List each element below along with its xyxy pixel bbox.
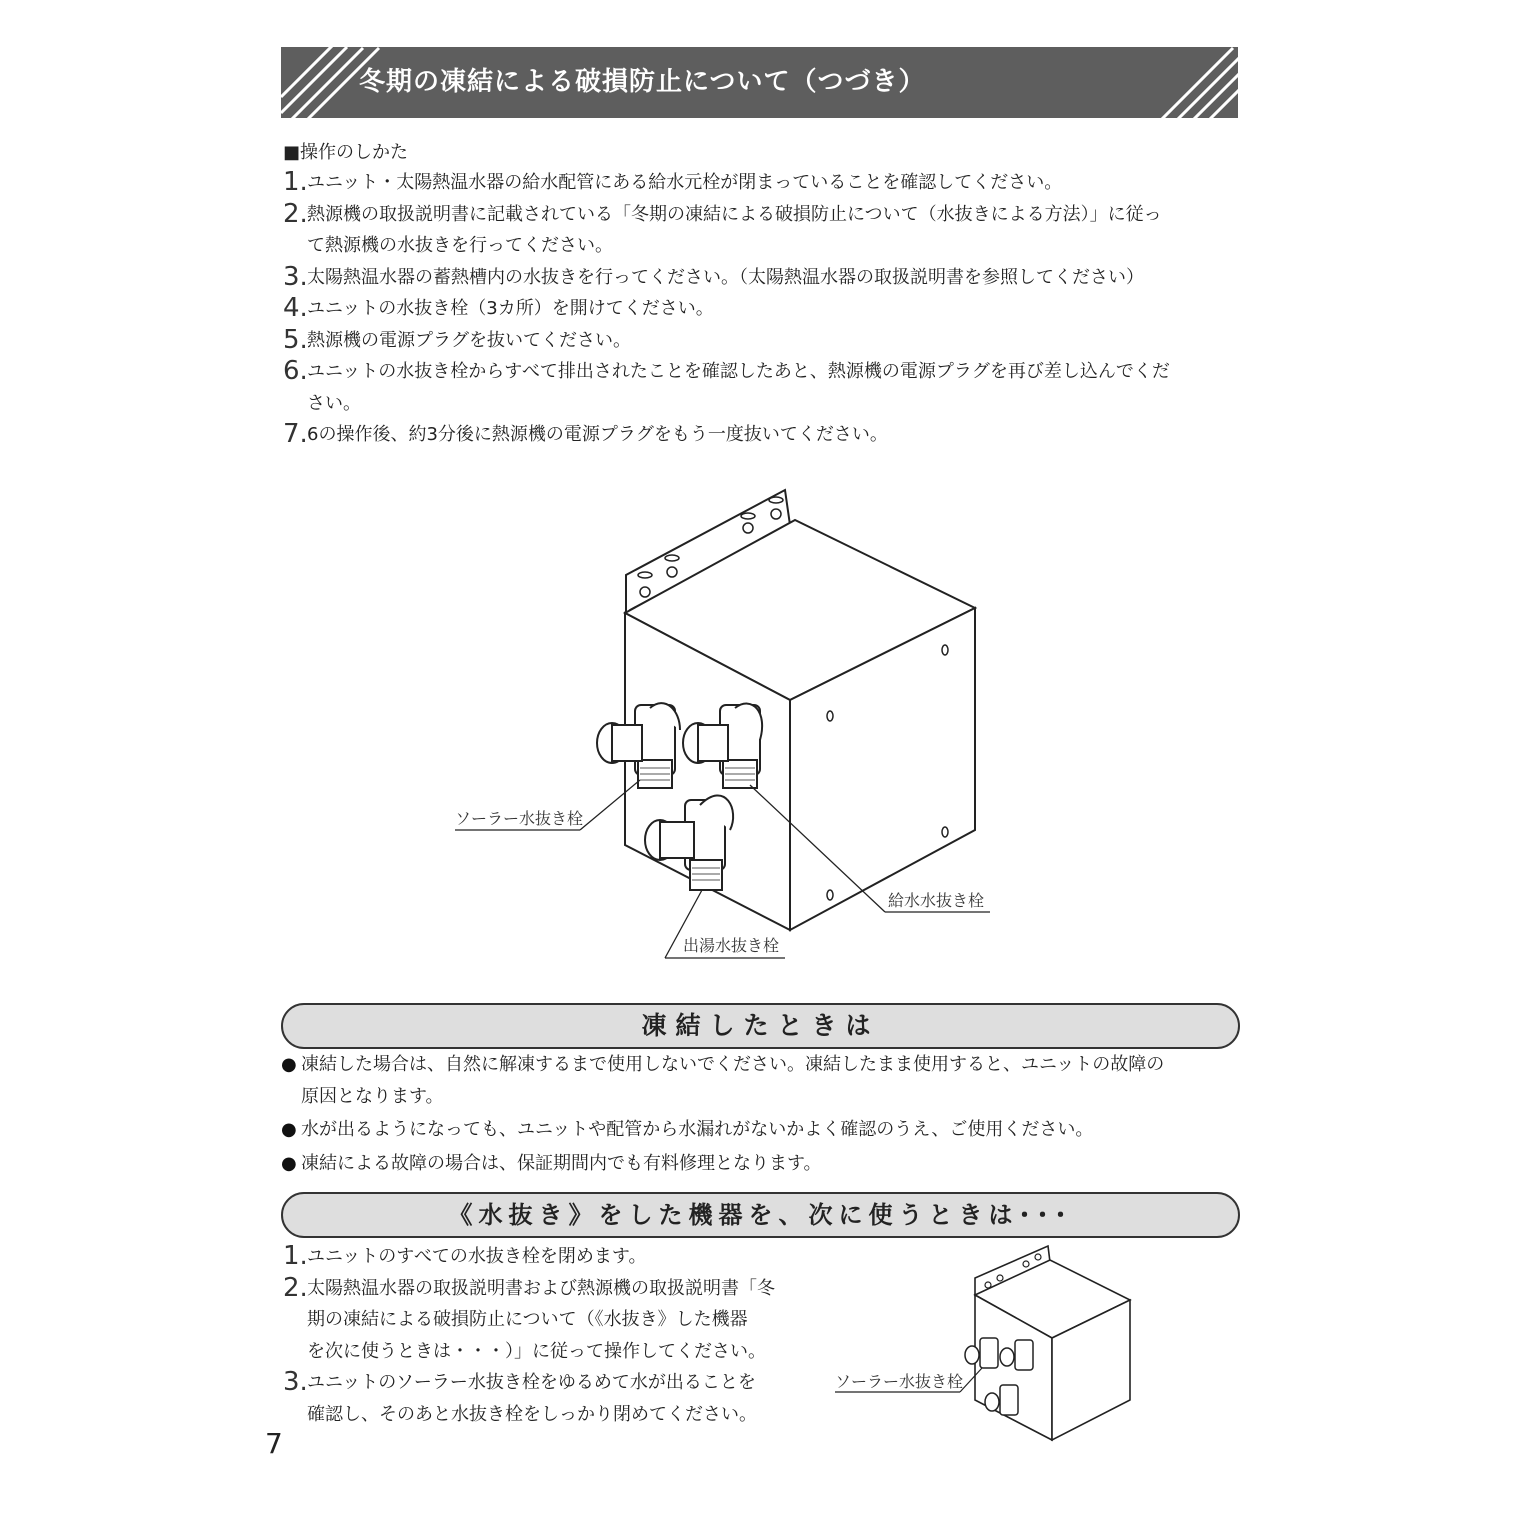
frozen-heading: 凍結したときは [281, 1003, 1240, 1049]
step-2: 2. 熱源機の取扱説明書に記載されている「冬期の凍結による破損防止について（水抜きによる方法）」に従っ [283, 198, 1162, 229]
frozen-bullet-2: ● 水が出るようになっても、ユニットや配管から水漏れがないかよく確認のうえ、ご使用ください。 [281, 1119, 1094, 1140]
page-title: 冬期の凍結による破損防止について（つづき） [359, 67, 926, 97]
step-2-cont: て熱源機の水抜きを行ってください。 [307, 235, 613, 256]
step-6: 6. ユニットの水抜き栓からすべて排出されたことを確認したあと、熱源機の電源プラグを再び差し込んでくだ [283, 356, 1170, 386]
step-3: 3. 太陽熱温水器の蓄熱槽内の水抜きを行ってください。（太陽熱温水器の取扱説明書を参照してください） [283, 261, 1144, 292]
reuse-step-3-cont: 確認し、そのあと水抜き栓をしっかり閉めてください。 [307, 1403, 757, 1425]
reuse-step-2-cont1: 期の凍結による破損防止について（《水抜き》した機器 [307, 1309, 748, 1330]
frozen-bullets [281, 1049, 1241, 1181]
solar-drain-label: ソーラー水抜き栓 [455, 809, 584, 828]
step-7: 7. 6の操作後、約3分後に熱源機の電源プラグをもう一度抜いてください。 [283, 419, 888, 449]
reuse-steps [283, 1241, 823, 1430]
frozen-bullet-3: ● 凍結による故障の場合は、保証期間内でも有料修理となります。 [281, 1152, 822, 1174]
operation-steps [283, 167, 1243, 451]
page-number: 7 [265, 1427, 283, 1460]
reuse-step-2: 2. 太陽熱温水器の取扱説明書および熱源機の取扱説明書「冬 [283, 1272, 775, 1303]
step-6-cont: さい。 [307, 392, 361, 414]
unit-diagram [440, 480, 1020, 970]
reuse-step-2-cont2: を次に使うときは・・・）」に従って操作してください。 [307, 1340, 766, 1362]
small-unit-diagram [830, 1240, 1150, 1450]
frozen-bullet-1: ● 凍結した場合は、自然に解凍するまで使用しないでください。凍結したまま使用すると、ユニットの故障の 原因となります。 [281, 1054, 1165, 1107]
reuse-step-1: 1. ユニットのすべての水抜き栓を閉めます。 [283, 1241, 647, 1271]
outlet-drain-label: 出湯水抜き栓 [683, 936, 780, 955]
step-5: 5. 熱源機の電源プラグを抜いてください。 [283, 324, 631, 355]
step-1: 1. ユニット・太陽熱温水器の給水配管にある給水元栓が閉まっていることを確認してください。 [283, 167, 1063, 197]
small-solar-drain-label: ソーラー水抜き栓 [835, 1372, 964, 1391]
reuse-heading: 《水抜き》をした機器を、次に使うときは･･･ [281, 1192, 1240, 1238]
section-header [281, 47, 1238, 118]
operation-label: ■操作のしかた [283, 142, 409, 163]
reuse-step-3: 3. ユニットのソーラー水抜き栓をゆるめて水が出ることを [283, 1367, 756, 1397]
step-4: 4. ユニットの水抜き栓（3カ所）を開けてください。 [283, 293, 714, 323]
supply-drain-label: 給水水抜き栓 [888, 891, 985, 910]
